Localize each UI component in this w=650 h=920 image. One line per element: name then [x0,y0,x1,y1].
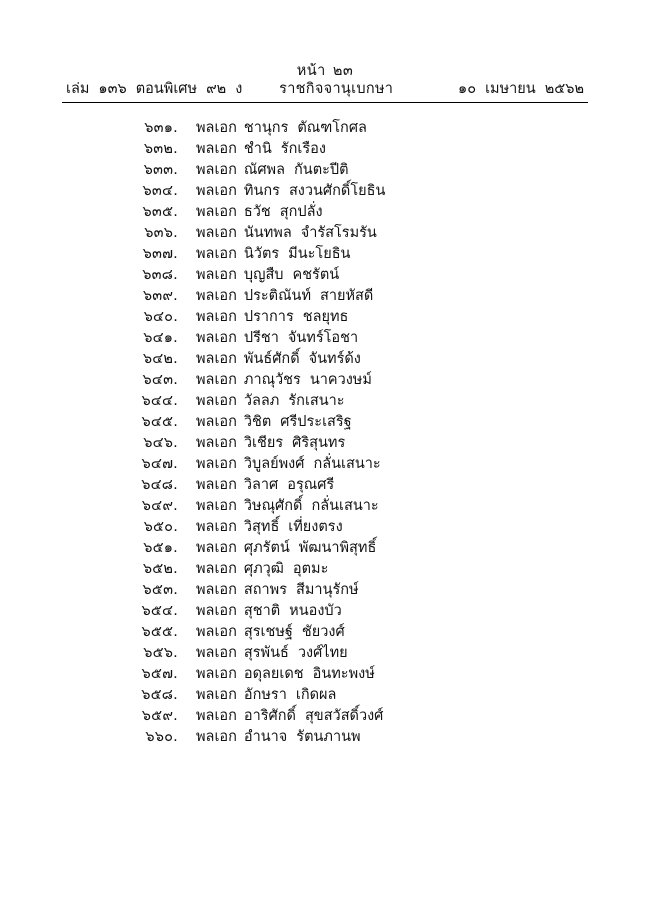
list-item-index: ๖๓๒. [143,141,178,157]
list-item-rank: พลเอก [196,498,237,514]
list-item-surname: กันตะปีติ [294,162,349,178]
list-item [62,559,588,580]
list-item-index: ๖๓๑. [144,120,178,136]
list-item [62,706,588,727]
list-item-rank: พลเอก [196,729,237,745]
list-item-index: ๖๔๔. [141,393,178,409]
list-item-surname: สายหัสดี [320,288,374,304]
list-item-index: ๖๔๖. [143,435,178,451]
list-item-index: ๖๔๘. [141,477,178,493]
list-item [62,370,588,391]
list-item-index: ๖๕๘. [141,687,178,703]
list-item-index: ๖๕๓. [142,582,178,598]
list-item [62,580,588,601]
list-item-index: ๖๓๙. [142,288,178,304]
list-item-rank: พลเอก [196,204,237,220]
list-item-index: ๖๓๖. [144,225,178,241]
list-item-rank: พลเอก [196,393,237,409]
list-item [62,160,588,181]
recipient-name-list [62,118,588,748]
list-item [62,538,588,559]
list-item-given-name: นิวัตร [243,246,280,262]
list-item-given-name: ชำนิ [243,141,272,157]
list-item [62,244,588,265]
section-label: ตอนพิเศษ [135,81,198,97]
list-item-surname: มีนะโยธิน [288,246,351,262]
list-item [62,664,588,685]
list-item [62,265,588,286]
list-item [62,412,588,433]
list-item-surname: สงวนศักดิ์โยธิน [288,183,386,199]
list-item-index: ๖๓๓. [143,162,178,178]
list-item-index: ๖๔๒. [142,351,178,367]
list-item-surname: เที่ยงตรง [288,519,343,535]
list-item-surname: จำรัสโรมรัน [300,225,377,241]
list-item-rank: พลเอก [196,561,237,577]
list-item-index: ๖๔๕. [141,414,178,430]
date-year: ๒๕๖๒ [544,81,584,97]
list-item-surname: อินทะพงษ์ [312,666,375,682]
list-item-index: ๖๔๓. [142,372,178,388]
list-item-surname: พัฒนาพิสุทธิ์ [298,540,377,556]
list-item-given-name: ทินกร [243,183,280,199]
list-item-index: ๖๓๗. [142,246,178,262]
list-item-given-name: สถาพร [243,582,288,598]
page-number: ๒๓ [332,63,354,79]
list-item-rank: พลเอก [196,435,237,451]
list-item-rank: พลเอก [196,414,237,430]
list-item-given-name: นันทพล [243,225,292,241]
list-item-rank: พลเอก [196,372,237,388]
list-item-given-name: อักษรา [243,687,287,703]
list-item-given-name: วิบูลย์พงศ์ [243,456,305,472]
list-item-surname: ศิริสุนทร [292,435,346,451]
list-item-rank: พลเอก [196,141,237,157]
publication-date [458,80,588,99]
list-item [62,181,588,202]
list-item-surname: นาควงษม์ [309,372,372,388]
list-item-surname: จันทร์ด้ง [308,351,361,367]
list-item-surname: วงศ์ไทย [297,645,348,661]
list-item-index: ๖๔๗. [141,456,178,472]
list-item-rank: พลเอก [196,267,237,283]
list-item-surname: ชลยุทธ [302,309,349,325]
list-item-surname: สุขสวัสดิ์วงศ์ [304,708,384,724]
running-head [62,62,588,103]
list-item-given-name: วิสุทธิ์ [243,519,280,535]
list-item [62,307,588,328]
list-item-rank: พลเอก [196,645,237,661]
list-item-index: ๖๔๐. [143,309,178,325]
list-item [62,223,588,244]
list-item-rank: พลเอก [196,120,237,136]
list-item-given-name: วิษณุศักดิ์ [243,498,303,514]
list-item-rank: พลเอก [196,330,237,346]
volume-label: เล่ม [66,81,90,97]
list-item-given-name: ชานุกร [243,120,289,136]
list-item-given-name: ธวัช [243,204,271,220]
list-item-given-name: วิลาศ [243,477,279,493]
list-item-given-name: วัลลภ [243,393,280,409]
list-item [62,643,588,664]
list-item-given-name: อดุลยเดช [243,666,304,682]
list-item [62,454,588,475]
list-item-given-name: อำนาจ [243,729,288,745]
masthead-divider [62,102,588,103]
list-item-given-name: วิชิต [243,414,272,430]
list-item-rank: พลเอก [196,666,237,682]
list-item-surname: อุตมะ [292,561,329,577]
list-item [62,328,588,349]
list-item-rank: พลเอก [196,603,237,619]
list-item-index: ๖๕๕. [141,624,178,640]
page-label: หน้า [296,63,326,79]
list-item [62,496,588,517]
list-item-given-name: ศุภวุฒิ [243,561,284,577]
list-item-given-name: วิเชียร [243,435,284,451]
list-item-surname: รัตนภานพ [296,729,361,745]
list-item-given-name: สุรเชษฐ์ [243,624,293,640]
list-item [62,475,588,496]
list-item-rank: พลเอก [196,351,237,367]
list-item-surname: กลั่นเสนาะ [311,498,379,514]
list-item [62,601,588,622]
list-item-index: ๖๕๒. [142,561,178,577]
list-item-surname: กลั่นเสนาะ [313,456,381,472]
section-number: ๙๒ [206,81,227,97]
list-item-surname: จันทร์โอชา [287,330,359,346]
list-item [62,727,588,748]
list-item [62,391,588,412]
list-item-index: ๖๕๔. [141,603,178,619]
list-item-index: ๖๖๐. [145,729,178,745]
gazette-title: ราชกิจจานุเบกษา [279,81,394,97]
list-item-given-name: ศุภรัตน์ [243,540,290,556]
list-item-given-name: พันธ์ศักดิ์ [243,351,300,367]
list-item-surname: รักเสนาะ [288,393,345,409]
list-item-rank: พลเอก [196,309,237,325]
list-item-given-name: สุรพันธ์ [243,645,289,661]
section-letter: ง [235,81,243,97]
list-item-index: ๖๕๑. [143,540,178,556]
list-item-surname: คชรัตน์ [292,267,340,283]
list-item-index: ๖๔๑. [143,330,178,346]
list-item-surname: สุกปลั่ง [279,204,323,220]
list-item-rank: พลเอก [196,519,237,535]
list-item-surname: ตัณฑโกศล [297,120,367,136]
list-item-rank: พลเอก [196,582,237,598]
list-item-index: ๖๓๔. [142,183,178,199]
volume-info [62,80,242,99]
list-item-given-name: ณัศพล [243,162,285,178]
list-item-index: ๖๕๐. [143,519,178,535]
page-number-line [62,62,588,80]
list-item [62,349,588,370]
list-item-surname: ชัยวงศ์ [301,624,345,640]
list-item [62,622,588,643]
list-item-rank: พลเอก [196,246,237,262]
list-item-rank: พลเอก [196,687,237,703]
list-item-given-name: ปรีชา [243,330,279,346]
list-item-rank: พลเอก [196,183,237,199]
list-item [62,685,588,706]
date-day: ๑๐ [458,81,477,97]
list-item-surname: อรุณศรี [287,477,335,493]
list-item-index: ๖๕๙. [141,708,178,724]
list-item-surname: หนองบัว [289,603,342,619]
list-item-given-name: สุชาติ [243,603,281,619]
list-item [62,139,588,160]
list-item-given-name: ประติณันท์ [243,288,312,304]
list-item-rank: พลเอก [196,456,237,472]
list-item-given-name: ภาณุวัชร [243,372,301,388]
list-item-index: ๖๓๘. [142,267,178,283]
list-item-rank: พลเอก [196,162,237,178]
list-item-given-name: อาริศักดิ์ [243,708,296,724]
list-item-index: ๖๔๙. [141,498,178,514]
list-item-surname: ศรีประเสริฐ [280,414,352,430]
list-item-rank: พลเอก [196,288,237,304]
list-item-rank: พลเอก [196,708,237,724]
list-item-rank: พลเอก [196,540,237,556]
date-month: เมษายน [485,81,536,97]
list-item-surname: เกิดผล [295,687,337,703]
list-item [62,118,588,139]
list-item-rank: พลเอก [196,225,237,241]
list-item [62,517,588,538]
list-item-index: ๖๕๗. [141,666,178,682]
masthead-row [62,80,588,102]
list-item [62,202,588,223]
volume-number: ๑๓๖ [98,81,127,97]
list-item-given-name: บุญสืบ [243,267,284,283]
list-item-surname: สีมานุรักษ์ [296,582,359,598]
list-item [62,286,588,307]
list-item-surname: รักเรือง [280,141,326,157]
list-item [62,433,588,454]
list-item-rank: พลเอก [196,624,237,640]
list-item-index: ๖๓๕. [142,204,178,220]
list-item-given-name: ปราการ [243,309,294,325]
list-item-rank: พลเอก [196,477,237,493]
list-item-index: ๖๕๖. [143,645,178,661]
